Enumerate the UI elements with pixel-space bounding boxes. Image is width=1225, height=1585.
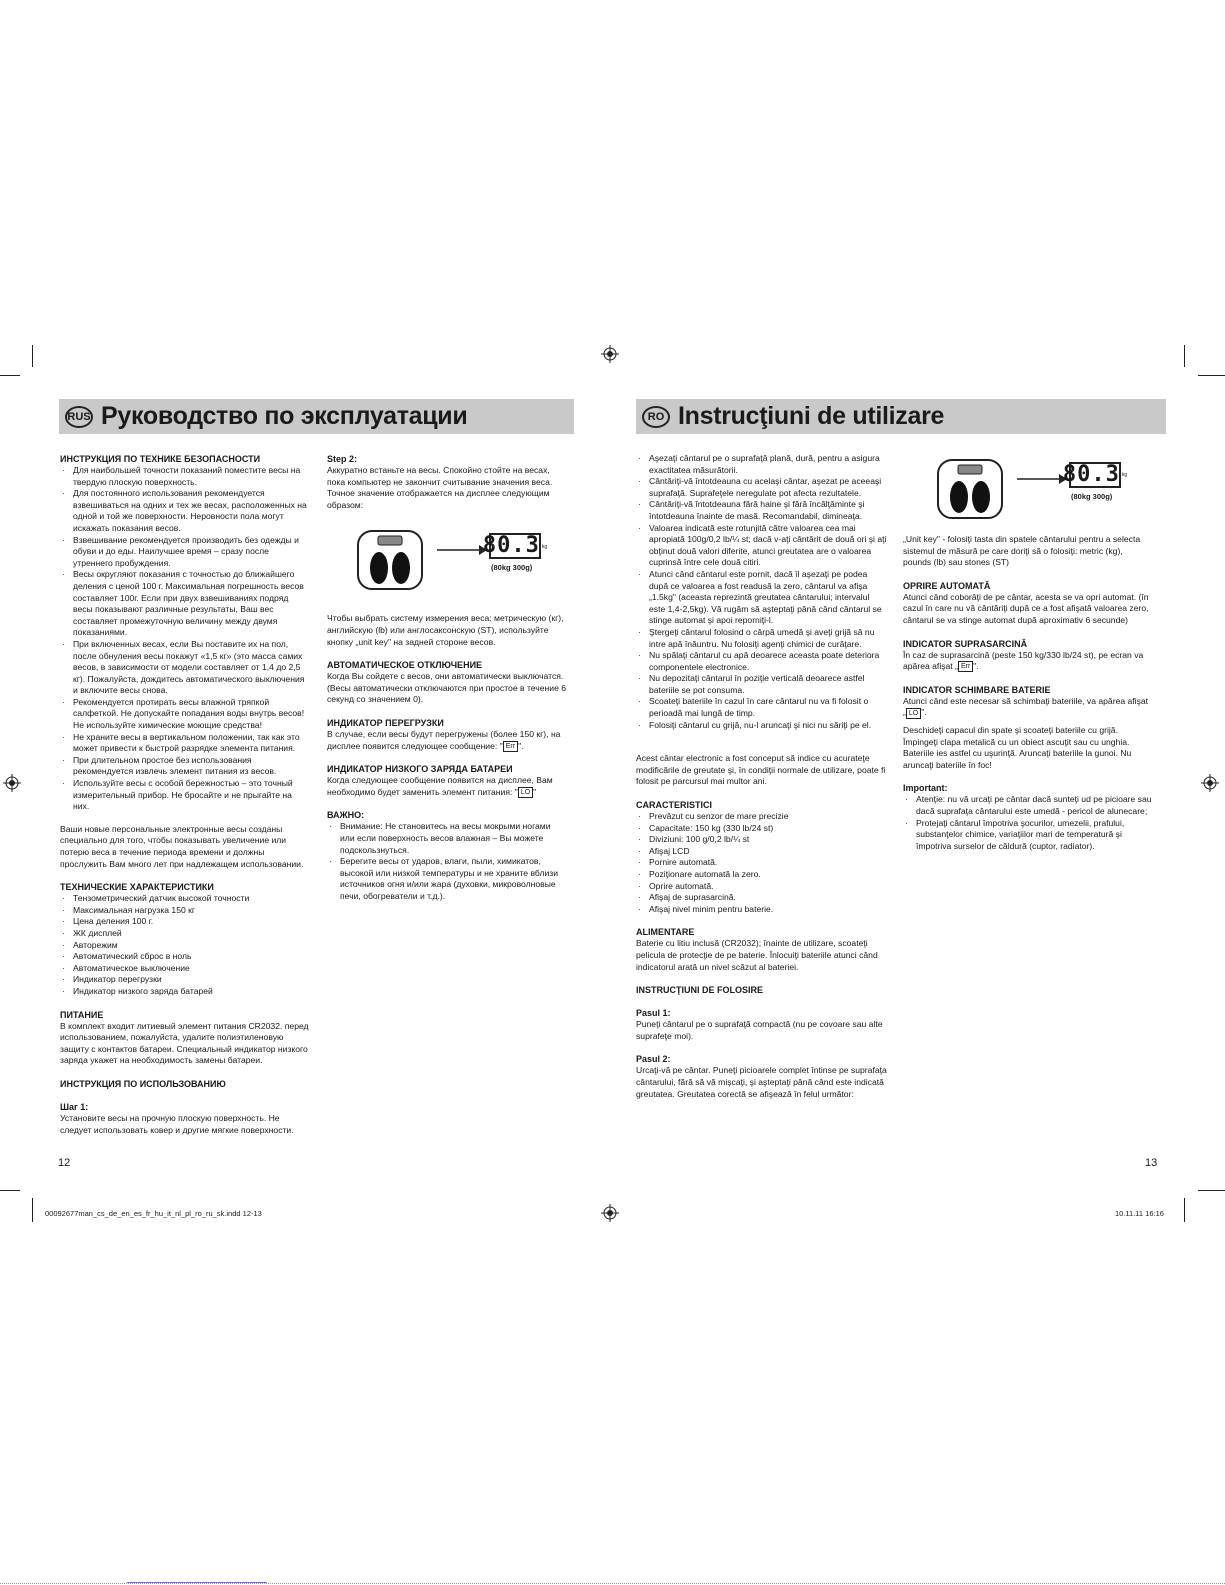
right-column-1 (636, 453, 888, 1100)
intro-text: Ваши новые персональные электронные весы созданы специально для того, чтобы показывать увеличение или потерю веса в течение периода времени и должны прослужить Вам много лет при надлежащем использовании. (60, 823, 304, 869)
list-item: · Afişaj LCD (636, 846, 888, 858)
safety-list (60, 465, 310, 813)
header-bar-left (59, 399, 574, 434)
instructions-list (636, 453, 888, 731)
arrow-icon (1017, 474, 1067, 484)
section-heading: INSTRUCŢIUNI DE FOLOSIRE (636, 985, 764, 996)
list-item: · Aşezaţi cântarul pe o suprafaţă plană, dură, pentru a asigura exactitatea măsurătorii. (636, 453, 888, 476)
battery-text: Когда следующее сообщение появится на дисплее, Вам необходимо будет заменить элемент питания: " LO " (327, 775, 553, 797)
step-heading: Step 2: (327, 454, 358, 464)
list-item: · Взвешивание рекомендуется производить без одежды и обуви и до еды. Наилучшее время – сразу после утреннего пробуждения. (60, 535, 310, 570)
section-heading: ИНСТРУКЦИЯ ПО ИСПОЛЬЗОВАНИЮ (60, 1078, 226, 1089)
unit-text: Чтобы выбрать систему измерения веса: метрическую (кг), английскую (lb) или англосаксонскую (ST), используйте кнопку „unit key" на задней стороне весов. (327, 613, 564, 647)
lo-indicator: LO (906, 708, 921, 719)
list-item: · Cântăriţi-vă întotdeauna cu acelaşi cântar, aşezat pe aceeaşi suprafaţă. Suprafeţele neregulate pot afecta rezultatele. (636, 476, 888, 499)
step-heading: Pasul 1: (636, 1008, 671, 1019)
display-caption: (80kg 300g) (1071, 492, 1113, 501)
lo-indicator: LO (518, 787, 533, 798)
list-item: · Atenţie: nu vă urcaţi pe cântar dacă sunteţi ud pe picioare sau dacă suprafaţa cântarului este umedă - pericol de alunecare; (903, 794, 1153, 817)
crop-mark (1184, 1198, 1185, 1222)
lcd-display (1062, 462, 1128, 488)
section-heading: OPRIRE AUTOMATĂ (903, 580, 991, 591)
lcd-display (482, 533, 548, 559)
power-text: В комплект входит литиевый элемент питания CR2032. перед использованием, пожалуйста, удалите полиэтиленовую защиту с контактов батареи. Специальный индикатор низкого заряда укажет на необходимость замены батареи. (60, 1020, 309, 1066)
list-item: · Тензометрический датчик высокой точности (60, 893, 310, 905)
crop-mark (0, 1190, 20, 1191)
battery-text: Atunci când este necesar să schimbaţi bateriile, va apărea afişat „ LO ". (903, 695, 1149, 718)
overload-text: În caz de suprasarcină (peste 150 kg/330 lb/24 st), pe ecran va apărea afişat „ Err ". (903, 649, 1144, 672)
page-edge-marker (127, 1582, 267, 1583)
language-badge: RO (642, 406, 670, 428)
language-badge: RUS (65, 406, 93, 428)
list-item: · При включенных весах, если Вы поставите их на пол, после обнуления весы покажут «1,5 кг» (это масса самих весов, в зависимости от модели составляет от 1,4 до 2,5 кг). Пожалуйста, дождитесь автоматического выключения и включите весы снова. (60, 639, 310, 697)
crop-mark (1198, 1190, 1225, 1191)
section-heading: ИНСТРУКЦИЯ ПО ТЕХНИКЕ БЕЗОПАСНОСТИ (60, 454, 261, 464)
power-text: Baterie cu litiu inclusă (CR2032); înainte de utilizare, scoateţi pelicula de protecţie de pe baterie. Înlocuiţi bateriile atunci când indicatorul arată un nivel scăzut al bateriei. (636, 938, 878, 972)
list-item: · Valoarea indicată este rotunjită către valoarea cea mai apropiată 100g/0,2 lb/¼ st; dacă v-aţi cântărit de două ori şi aţi obţinut două valori diferite, atunci greutatea are o valoarea cuprinsă între cele două citiri. (636, 523, 888, 569)
list-item: · Scoateţi bateriile în cazul în care cântarul nu va fi folosit o perioadă mai lungă de timp. (636, 696, 888, 719)
list-item: · Цена деления 100 г. (60, 916, 310, 928)
section-heading: АВТОМАТИЧЕСКОЕ ОТКЛЮЧЕНИЕ (327, 660, 483, 671)
step-text: Urcaţi-vă pe cântar. Puneţi picioarele complet întinse pe suprafaţa cântarului, fără să vă mişcaţi, şi aşteptaţi până când este indicată greutatea. Greutatea corectă se afişează în felul următor: (636, 1065, 887, 1099)
lcd-unit: kg (1121, 472, 1128, 479)
crop-mark (32, 345, 33, 367)
step-text: Установите весы на прочную плоскую поверхность. Не следует использовать ковер и другие мягкие поверхности. (60, 1112, 294, 1135)
page-number-right: 13 (1145, 1157, 1158, 1169)
section-heading: ТЕХНИЧЕСКИЕ ХАРАКТЕРИСТИКИ (60, 882, 214, 893)
step-text: Аккуратно встаньте на весы. Спокойно стойте на весах, пока компьютер не закончит считывание значения веса. Точное значение отображается на дисплее следующим образом: (327, 465, 553, 510)
left-column-2 (327, 453, 567, 902)
features-list (636, 811, 888, 915)
list-item: · Автоматический сброс в ноль (60, 951, 310, 963)
list-item: · Весы округляют показания с точностью до ближайшего деления с ценой 100 г. Максимальная погрешность весов составляет 100г. Если при двух взвешиваниях подряд весы показывают различные результаты, Ваш вес составляет промежуточную величину между двумя показаниями. (60, 569, 310, 639)
list-item: · При длительном простое без использования рекомендуется извлечь элемент питания из весов. (60, 755, 310, 778)
list-item: · Автоматическое выключение (60, 963, 310, 975)
important-list (327, 821, 567, 902)
section-heading: ВАЖНО: (327, 810, 365, 821)
display-caption: (80kg 300g) (491, 563, 533, 573)
list-item: · Ştergeţi cântarul folosind o cârpă umedă şi aveţi grijă să nu intre apă înăuntru. Nu folosiţi agenţi chimici de curăţare. (636, 627, 888, 650)
list-item: · Oprire automată. (636, 881, 888, 893)
auto-off-text: Когда Вы сойдете с весов, они автоматически выключатся. (Весы автоматически отключаются при простое в течение 6 секунд со значением 0). (327, 671, 567, 705)
footer-date: 10.11.11 16:16 (1115, 1209, 1164, 1218)
list-item: · Рекомендуется протирать весы влажной тряпкой салфеткой. Не допускайте попадания воды внутрь весов! Не используйте химические моющие средства! (60, 697, 310, 732)
section-heading: ИНДИКАТОР ПЕРЕГРУЗКИ (327, 717, 444, 728)
crop-mark (1198, 375, 1225, 376)
intro-text: Acest cântar electronic a fost conceput să indice cu acurateţe modificările de greutate şi, în condiţii normale de utilizare, poate fi folosit pe parcursul mai multor ani. (636, 753, 886, 787)
list-item: · Берегите весы от ударов, влаги, пыли, химикатов, высокой или низкой температуры и не храните вблизи источников огня и/или жара (духовки, микроволновые печи, обогреватели и т.д.). (327, 856, 567, 902)
important-list (903, 794, 1153, 852)
list-item: · Авторежим (60, 940, 310, 952)
list-item: · Cântăriţi-vă întotdeauna fără haine şi fără încălţăminte şi întotdeauna înainte de masă. Recomandabil, dimineaţa. (636, 499, 888, 522)
crop-mark (0, 375, 20, 376)
section-heading: ИНДИКАТОР НИЗКОГО ЗАРЯДА БАТАРЕИ (327, 764, 513, 775)
list-item: · Индикатор низкого заряда батарей (60, 986, 310, 998)
list-item: · Folosiţi cântarul cu grijă, nu-l aruncaţi şi nici nu săriţi pe el. (636, 720, 888, 732)
list-item: · Не храните весы в вертикальном положении, так как это может привести к быстрой разрядке элемента питания. (60, 732, 310, 755)
lcd-unit: kg (541, 543, 548, 550)
list-item: · Atunci când cântarul este pornit, dacă îl aşezaţi pe podea după ce valoarea a fost readusă la zero, cântarul va afişa „1.5kg" (aceasta reprezintă greutatea cântarului; intervalul este 1,4-2,5kg). Vă rugăm să aşteptaţi până când cântarul se stinge automat şi apoi reporniţi-l. (636, 569, 888, 627)
err-indicator: Err (958, 661, 973, 672)
list-item: · Для наибольшей точности показаний поместите весы на твердую плоскую поверхность. (60, 465, 310, 488)
step-heading: Pasul 2: (636, 1054, 671, 1065)
list-item: · Afişaj nivel minim pentru baterie. (636, 904, 888, 916)
specs-list (60, 893, 310, 997)
list-item: · Pornire automată. (636, 857, 888, 869)
page-title: Руководство по эксплуатации (101, 402, 468, 430)
list-item: · Prevăzut cu senzor de mare precizie (636, 811, 888, 823)
lcd-value: 80.3 (482, 533, 540, 559)
registration-mark-icon (601, 345, 619, 363)
crop-mark (1184, 345, 1185, 367)
scale-icon (935, 458, 1005, 520)
step-heading: Шаг 1: (60, 1101, 89, 1112)
unit-text: „Unit key" - folosiţi tasta din spatele cântarului pentru a selecta sistemul de măsură pe care doriţi să o folosiţi: metric (kg), pounds (lb) sau stones (ST) (903, 534, 1141, 568)
scale-icon (355, 529, 425, 591)
registration-mark-icon (601, 1204, 619, 1222)
lcd-value: 80.3 (1062, 462, 1120, 487)
scale-illustration (355, 529, 555, 591)
section-heading: INDICATOR SUPRASARCINĂ (903, 638, 1028, 649)
section-heading: ALIMENTARE (636, 927, 695, 938)
auto-off-text: Atunci când coborâţi de pe cântar, acesta se va opri automat. (în cazul în care nu vă cântăriţi după ce a fost afişată valoarea zero, cântarul se va stinge automat după aproximativ 6 secunde) (903, 591, 1149, 625)
header-bar-right (636, 399, 1166, 434)
list-item: · Максимальная нагрузка 150 кг (60, 905, 310, 917)
battery-text-2: Deschideţi capacul din spate şi scoateţi bateriile cu grijă. Împingeţi clapa metalică cu un obiect ascuţit sau cu unghia. Bateriile ies astfel cu uşurinţă. Aruncaţi bateriile la gunoi. Nu aruncaţi bateriile în foc! (903, 724, 1132, 770)
arrow-icon (437, 545, 487, 555)
list-item: · Индикатор перегрузки (60, 974, 310, 986)
list-item: · Для постоянного использования рекомендуется взвешиваться на одних и тех же весах, расположенных на одной и той же поверхности. Неровности пола могут искажать показания весов. (60, 488, 310, 534)
overload-text: В случае, если весы будут перегружены (более 150 кг), на дисплее появится следующее сообщение: " Err ". (327, 728, 561, 751)
list-item: · Nu spălaţi cântarul cu apă deoarece aceasta poate deteriora componentele electronice. (636, 650, 888, 673)
err-indicator: Err (503, 741, 518, 752)
list-item: · ЖК дисплей (60, 928, 310, 940)
section-heading: CARACTERISTICI (636, 800, 712, 811)
page-number-left: 12 (58, 1157, 71, 1169)
scale-illustration (935, 458, 1135, 520)
list-item: · Afişaj de suprasarcină. (636, 892, 888, 904)
section-heading: Important: (903, 783, 948, 794)
section-heading: INDICATOR SCHIMBARE BATERIE (903, 684, 1051, 695)
registration-mark-icon (1201, 774, 1219, 792)
section-heading: ПИТАНИЕ (60, 1009, 104, 1020)
list-item: · Diviziuni: 100 g/0,2 lb/¼ st (636, 834, 888, 846)
list-item: · Protejaţi cântarul împotriva şocurilor, umezelii, prafului, substanţelor chimice, variaţiilor mari de temperatură şi împotriva surselor de căldură (cuptor, radiator). (903, 818, 1153, 853)
footer-file-name: 00092677man_cs_de_en_es_fr_hu_it_nl_pl_ro_ru_sk.indd 12-13 (45, 1209, 262, 1218)
registration-mark-icon (3, 774, 21, 792)
list-item: · Nu depozitaţi cântarul în poziţie verticală deoarece astfel bateriile se pot consuma. (636, 673, 888, 696)
step-text: Puneţi cântarul pe o suprafaţă compactă (nu pe covoare sau alte suprafeţe moi). (636, 1019, 883, 1041)
crop-mark (32, 1198, 33, 1222)
page-title: Instrucţiuni de utilizare (678, 402, 945, 430)
right-column-2 (903, 458, 1153, 852)
list-item: · Внимание: Не становитесь на весы мокрыми ногами или если поверхность весов влажная – Вы можете подскользнуться. (327, 821, 567, 856)
left-column-1 (60, 453, 310, 1136)
list-item: · Используйте весы с особой бережностью – это точный измерительный прибор. Не бросайте и не прыгайте на них. (60, 778, 310, 813)
list-item: · Poziţionare automată la zero. (636, 869, 888, 881)
list-item: · Capacitate: 150 kg (330 lb/24 st) (636, 823, 888, 835)
